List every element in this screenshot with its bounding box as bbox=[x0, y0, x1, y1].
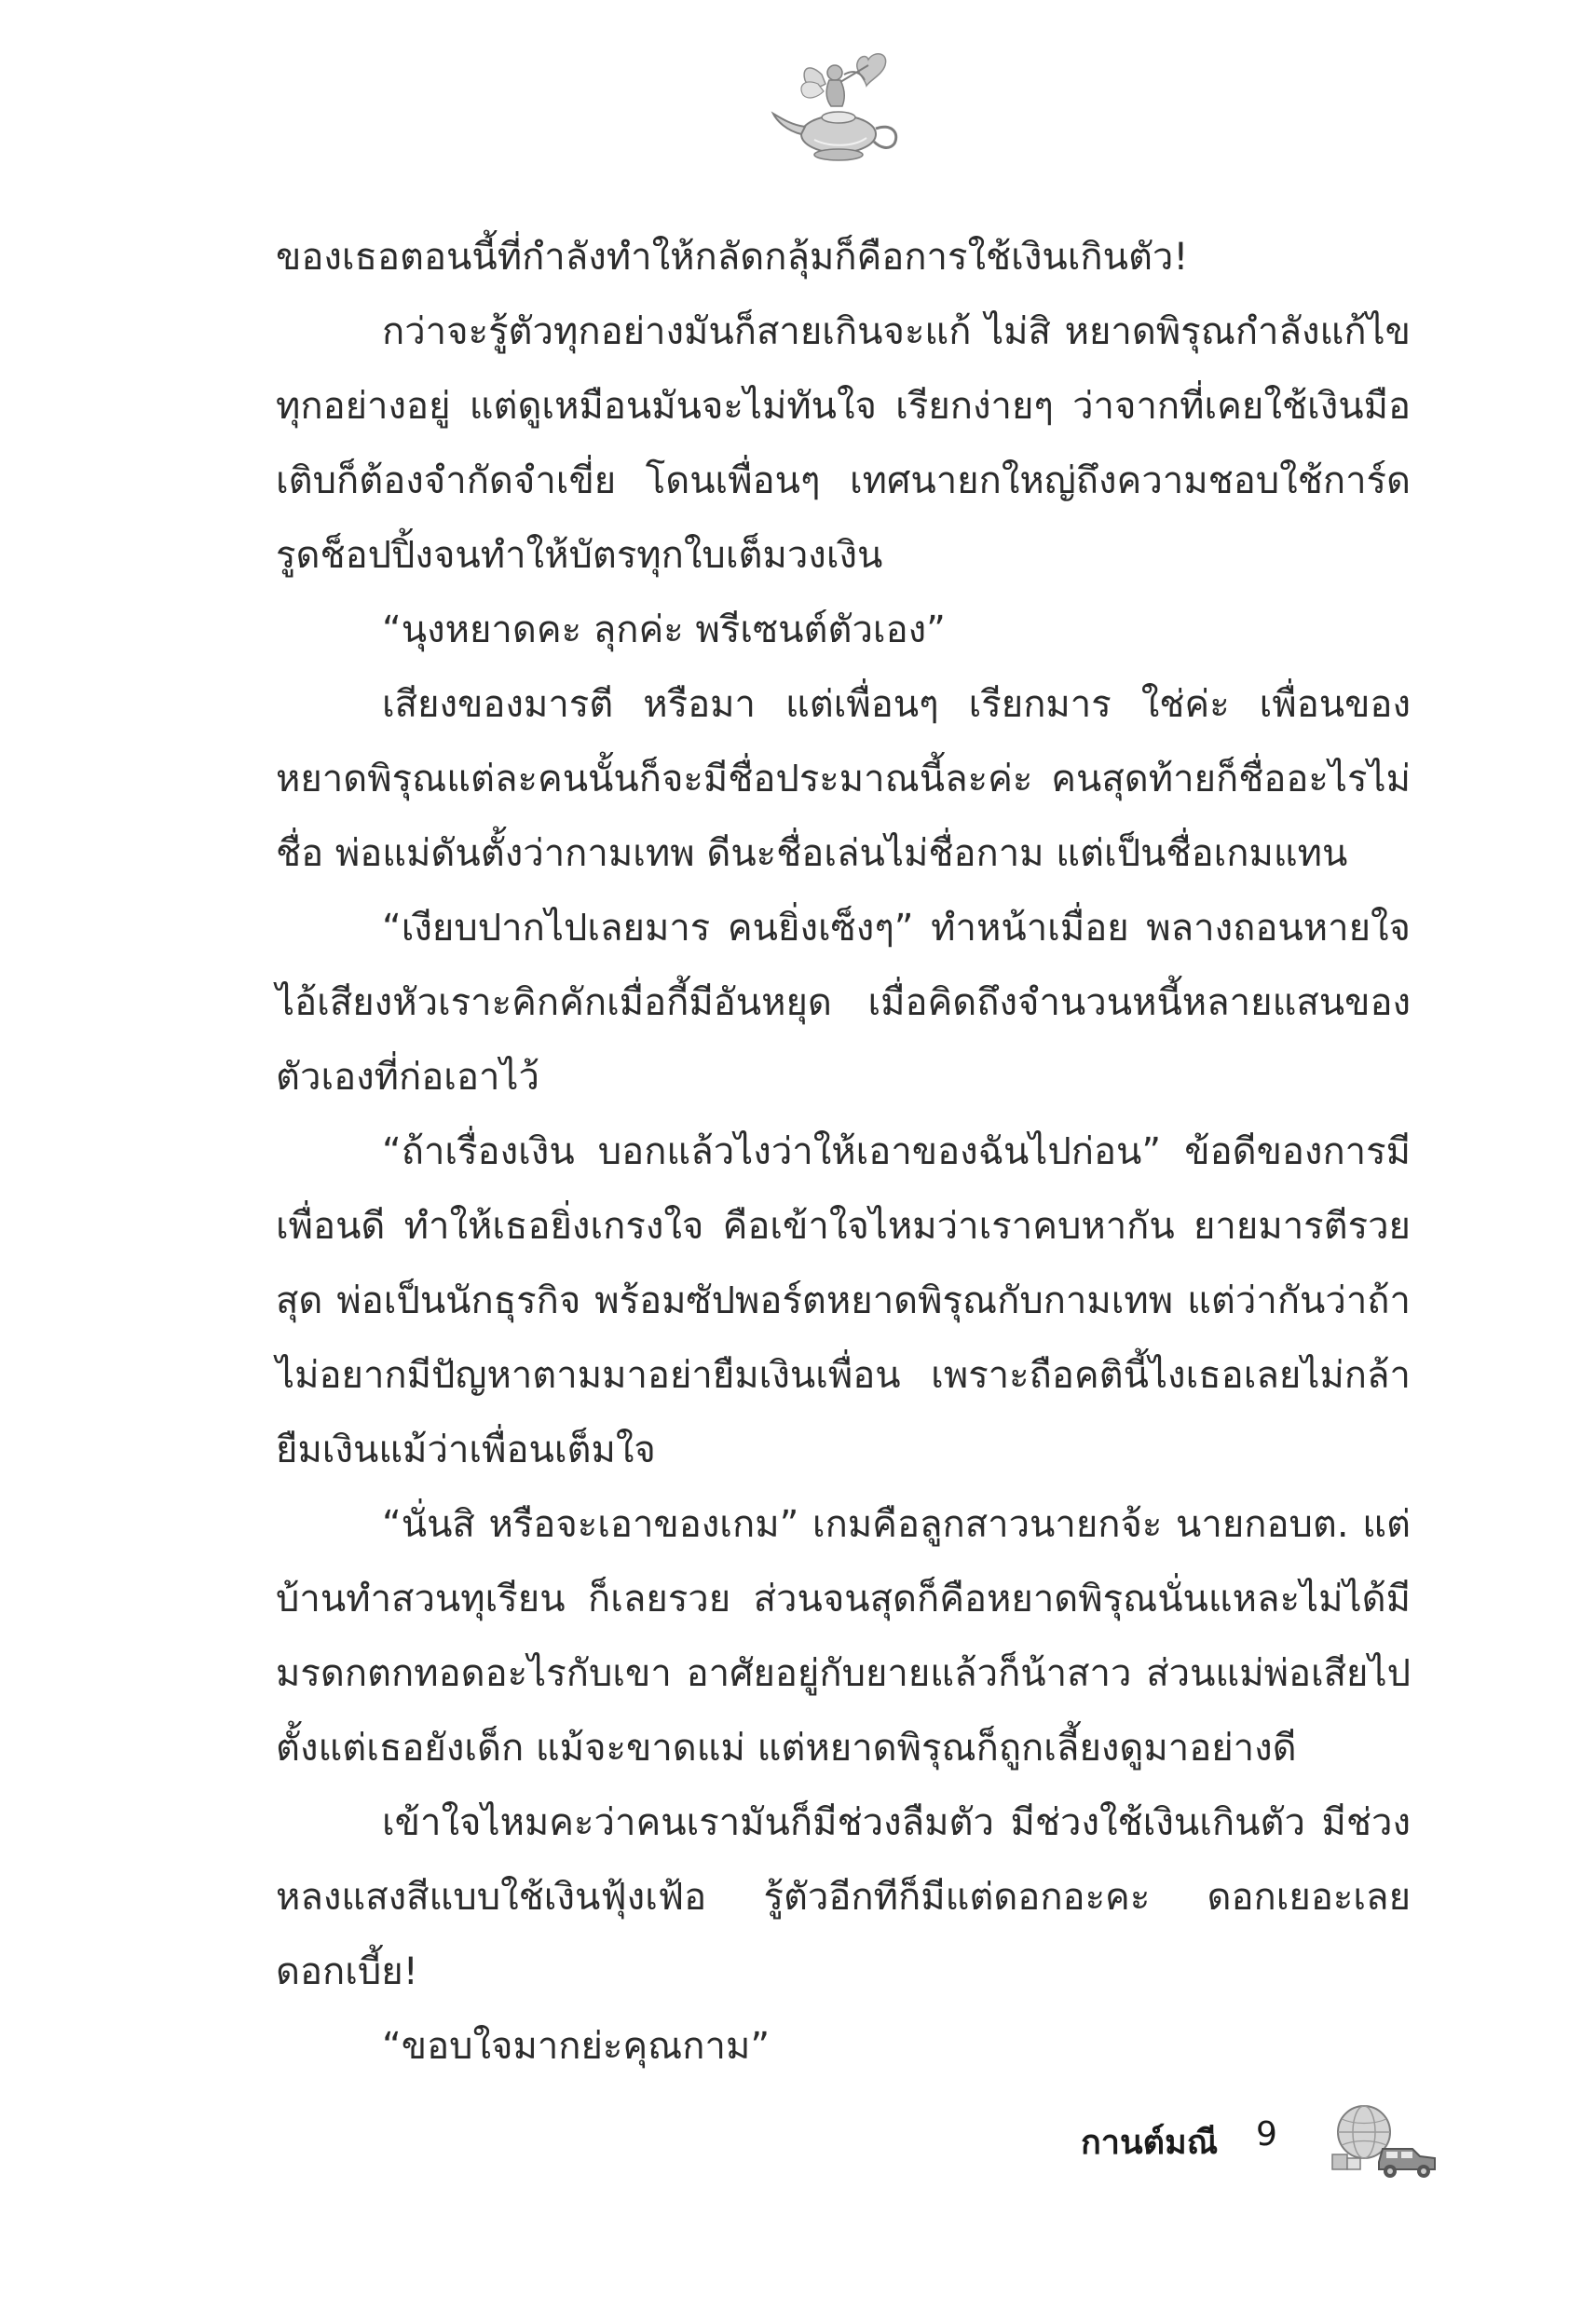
paragraph: “ถ้าเรื่องเงิน บอกแล้วไงว่าให้เอาของฉันไปก่อน” ข้อดีของการมีเพื่อนดี ทำให้เธอยิ่งเกรงใจ คือเข้าใจไหมว่าเราคบหากัน ยายมารตีรวยสุด พ่อเป็นนักธุรกิจ พร้อมซัปพอร์ตหยาดพิรุณกับกามเทพ แต่ว่ากันว่าถ้าไม่อยากมีปัญหาตามมาอย่ายืมเงินเพื่อน เพราะถือคตินี้ไงเธอเลยไม่กล้ายืมเงินแม้ว่าเพื่อนเต็มใจ bbox=[276, 1130, 1411, 1471]
paragraph: ของเธอตอนนี้ที่กำลังทำให้กลัดกลุ้มก็คือการใช้เงินเกินตัว! bbox=[276, 236, 1189, 279]
paragraph: “นุงหยาดคะ ลุกค่ะ พรีเซนต์ตัวเอง” bbox=[382, 609, 946, 651]
cupid-teapot-icon bbox=[764, 47, 913, 168]
paragraph: “นั่นสิ หรือจะเอาของเกม” เกมคือลูกสาวนายกจ้ะ นายกอบต. แต่บ้านทำสวนทุเรียน ก็เลยรวย ส่วนจนสุดก็คือหยาดพิรุณนั่นแหละไม่ได้มีมรดกตกทอดอะไรกับเขา อาศัยอยู่กับยายแล้วก็น้าสาว ส่วนแม่พ่อเสียไปตั้งแต่เธอยังเด็ก แม้จะขาดแม่ แต่หยาดพิรุณก็ถูกเลี้ยงดูมาอย่างดี bbox=[276, 1503, 1411, 1770]
body-text bbox=[276, 220, 1411, 2084]
globe-car-icon bbox=[1323, 2097, 1444, 2181]
paragraph: เสียงของมารตี หรือมา แต่เพื่อนๆ เรียกมาร ใช่ค่ะ เพื่อนของหยาดพิรุณแต่ละคนนั้นก็จะมีชื่อประมาณนี้ละค่ะ คนสุดท้ายก็ชื่ออะไรไม่ชื่อ พ่อแม่ดันตั้งว่ากามเทพ ดีนะชื่อเล่นไม่ชื่อกาม แต่เป็นชื่อเกมแทน bbox=[276, 683, 1411, 875]
paragraph: “เงียบปากไปเลยมาร คนยิ่งเซ็งๆ” ทำหน้าเมื่อย พลางถอนหายใจไอ้เสียงหัวเราะคิกคักเมื่อกี้มีอันหยุด เมื่อคิดถึงจำนวนหนี้หลายแสนของตัวเองที่ก่อเอาไว้ bbox=[276, 907, 1411, 1099]
page-number: 9 bbox=[1256, 2115, 1277, 2154]
paragraph: กว่าจะรู้ตัวทุกอย่างมันก็สายเกินจะแก้ ไม่สิ หยาดพิรุณกำลังแก้ไขทุกอย่างอยู่ แต่ดูเหมือนมันจะไม่ทันใจ เรียกง่ายๆ ว่าจากที่เคยใช้เงินมือเติบก็ต้องจำกัดจำเขี่ย โดนเพื่อนๆ เทศนายกใหญ่ถึงความชอบใช้การ์ดรูดช็อปปิ้งจนทำให้บัตรทุกใบเต็มวงเงิน bbox=[276, 310, 1411, 577]
paragraph: “ขอบใจมากย่ะคุณกาม” bbox=[382, 2025, 771, 2068]
book-title: กานต์มณี bbox=[1081, 2124, 1219, 2162]
page-footer bbox=[1081, 2097, 1472, 2190]
paragraph: เข้าใจไหมคะว่าคนเรามันก็มีช่วงลืมตัว มีช่วงใช้เงินเกินตัว มีช่วงหลงแสงสีแบบใช้เงินฟุ้งเฟ้อ รู้ตัวอีกทีก็มีแต่ดอกอะคะ ดอกเยอะเลยดอกเบี้ย! bbox=[276, 1801, 1411, 1993]
